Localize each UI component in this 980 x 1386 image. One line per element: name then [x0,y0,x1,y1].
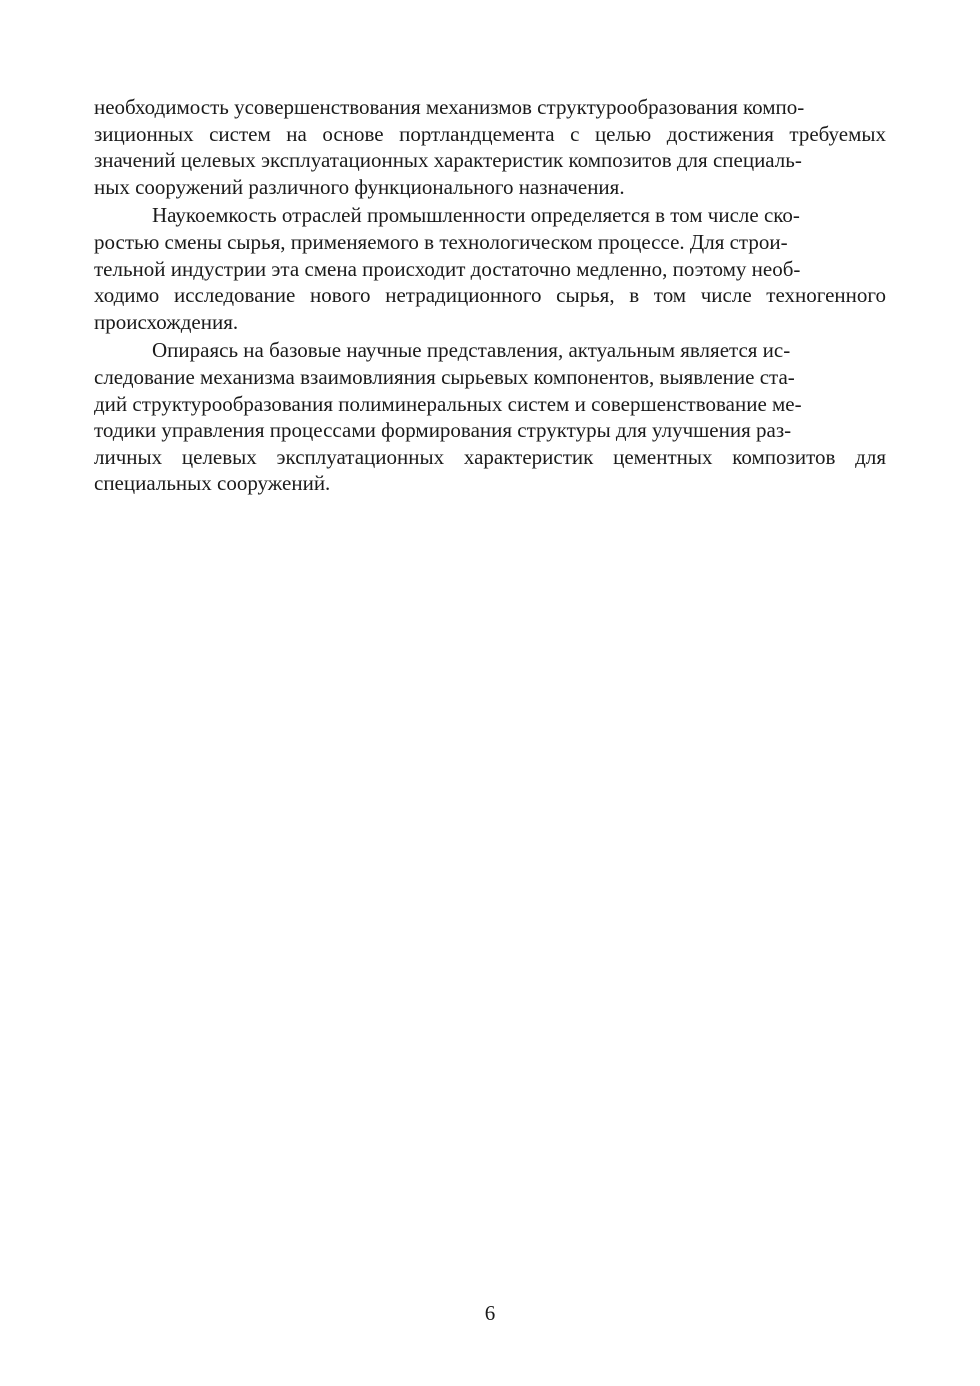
paragraph-3: Опираясь на базовые научные представления, актуальным является ис- следование механизма взаимовлияния сырьевых компонентов, выявление ста- дий структурообразования полиминеральных систем и совершенствование ме- тодики управления процессами формирования структуры для улучшения раз- личных целевых эксплуатационных характеристик цементных композитов для специальных сооружений. [94,338,886,496]
paragraph-2: Наукоемкость отраслей промышленности определяется в том числе ско- ростью смены сырья, применяемого в технологическом процессе. Для строи- тельной индустрии эта смена происходит достаточно медленно, поэтому необ- ходимо исследование нового нетрадиционного сырья, в том числе техногенного происхождения. [94,203,886,334]
paragraph-continuation: необходимость усовершенствования механизмов структурообразования компо- зиционных систем на основе портландцемента с целью достижения требуемых значений целевых эксплуатационных характеристик композитов для специаль- ных сооружений различного функционального назначения. [94,95,886,199]
page-number: 6 [484,1301,496,1325]
body-text [94,94,886,497]
